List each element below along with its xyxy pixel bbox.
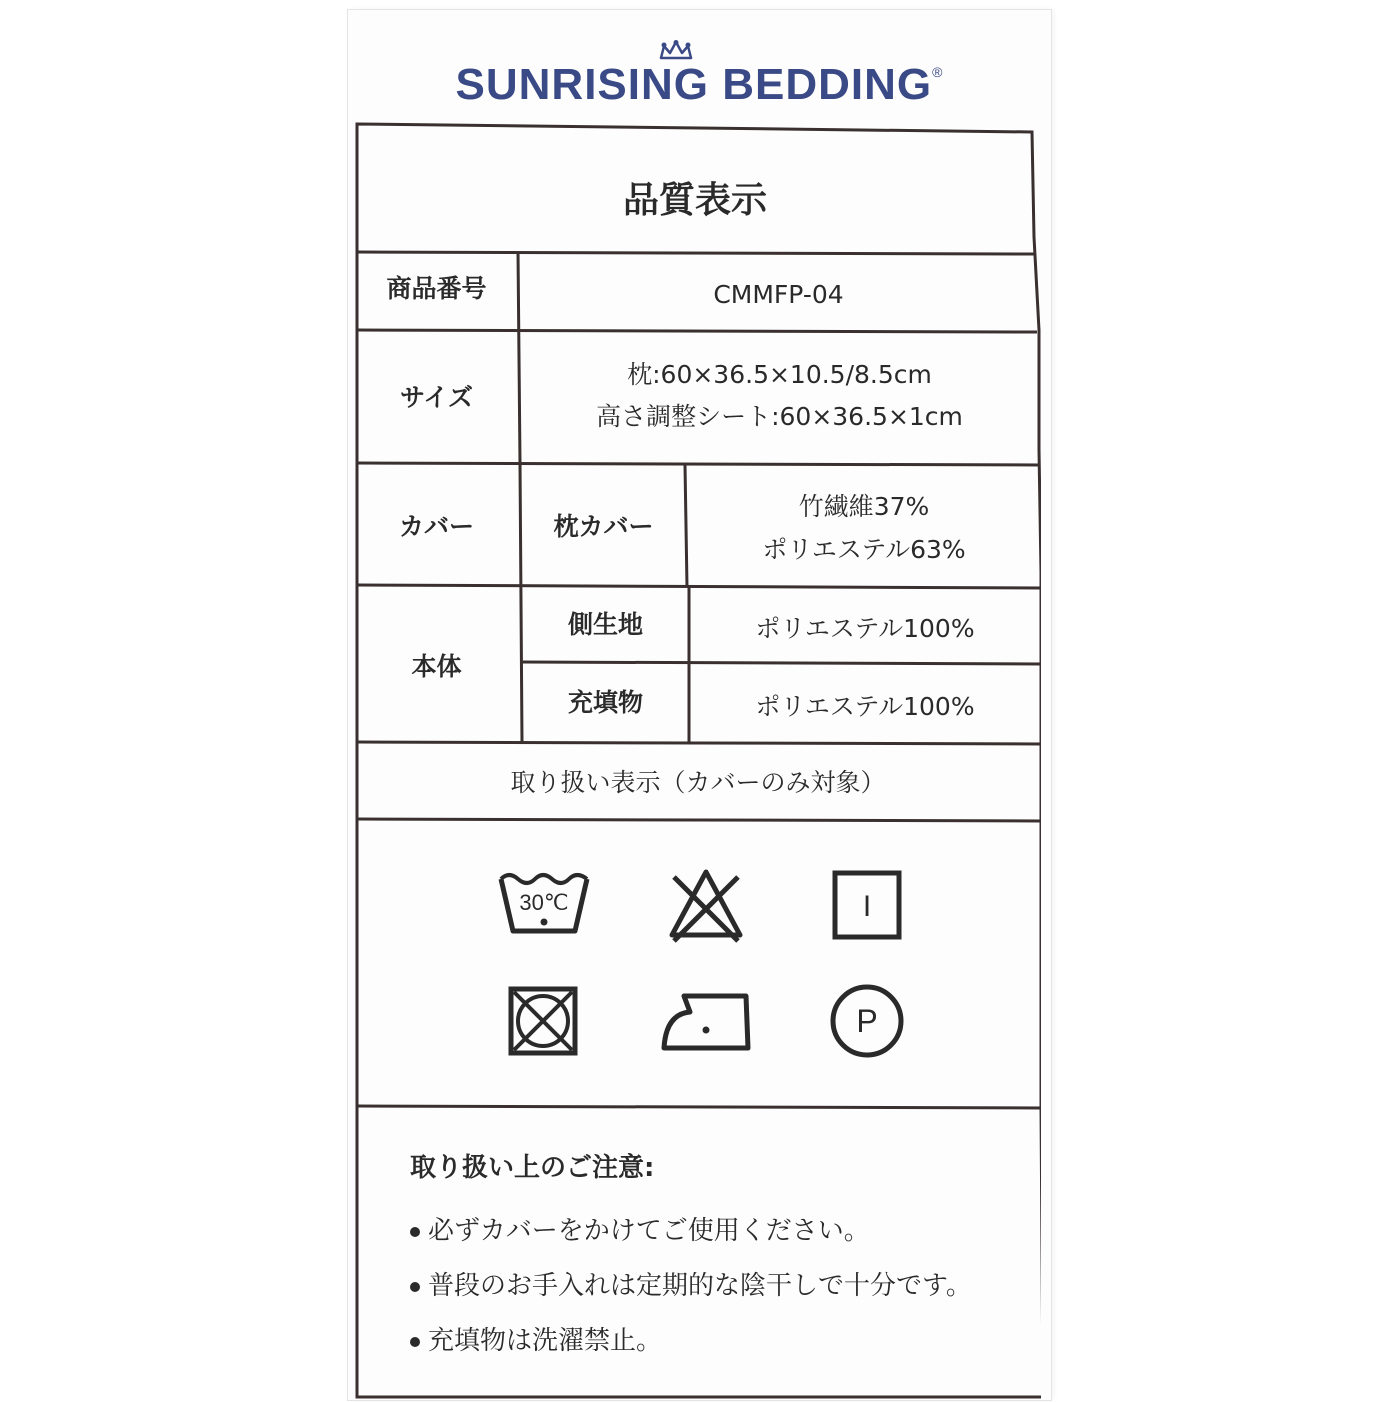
dry-clean-p-icon [829,983,905,1059]
no-bleach-icon [668,867,744,943]
body-label: 本体 [411,652,462,681]
bullet-icon [410,1227,420,1237]
bullet-icon [410,1282,420,1292]
cover-line-2: ポリエステル63% [762,535,966,564]
side-fabric-label: 側生地 [567,610,643,639]
no-tumble-dry-icon [508,986,578,1056]
side-fabric-value: ポリエステル100% [755,614,975,643]
iron-low-icon [660,990,752,1054]
dry-mark: I [862,890,872,923]
registered-mark: ® [932,64,944,80]
wash-30-gentle-icon [498,867,590,939]
brand-logo [348,60,1051,110]
filling-label: 充填物 [567,688,643,717]
note-text: 充填物は洗濯禁止。 [428,1326,663,1356]
care-heading: 取り扱い表示（カバーのみ対象） [510,768,886,797]
bullet-icon [410,1337,420,1347]
size-line-2: 高さ調整シート:60×36.5×1cm [596,402,963,431]
note-text: 必ずカバーをかけてご使用ください。 [428,1216,870,1246]
size-line-1: 枕:60×36.5×10.5/8.5cm [627,360,932,389]
crown-icon [658,40,694,62]
page-title: 品質表示 [622,180,767,221]
quality-table [355,122,1041,1402]
note-item [410,1210,972,1247]
care-label-tag [348,10,1051,1400]
product-number-value: CMMFP-04 [713,280,844,309]
wash-temp: 30℃ [519,890,569,915]
notes-title: 取り扱い上のご注意: [410,1153,655,1183]
filling-value: ポリエステル100% [755,692,975,721]
cover-line-1: 竹繊維37% [798,492,930,521]
cover-label: カバー [398,512,474,541]
care-notes [410,1147,972,1375]
note-item [410,1320,972,1357]
brand-name: SUNRISING BEDDING [455,60,933,109]
pillow-cover-label: 枕カバー [553,512,654,541]
note-text: 普段のお手入れは定期的な陰干しで十分です。 [428,1271,972,1301]
product-number-label: 商品番号 [386,274,487,303]
dry-clean-mark: P [856,1003,878,1039]
tumble-dry-low-icon [832,870,902,940]
note-item [410,1265,972,1302]
size-label: サイズ [399,383,473,412]
